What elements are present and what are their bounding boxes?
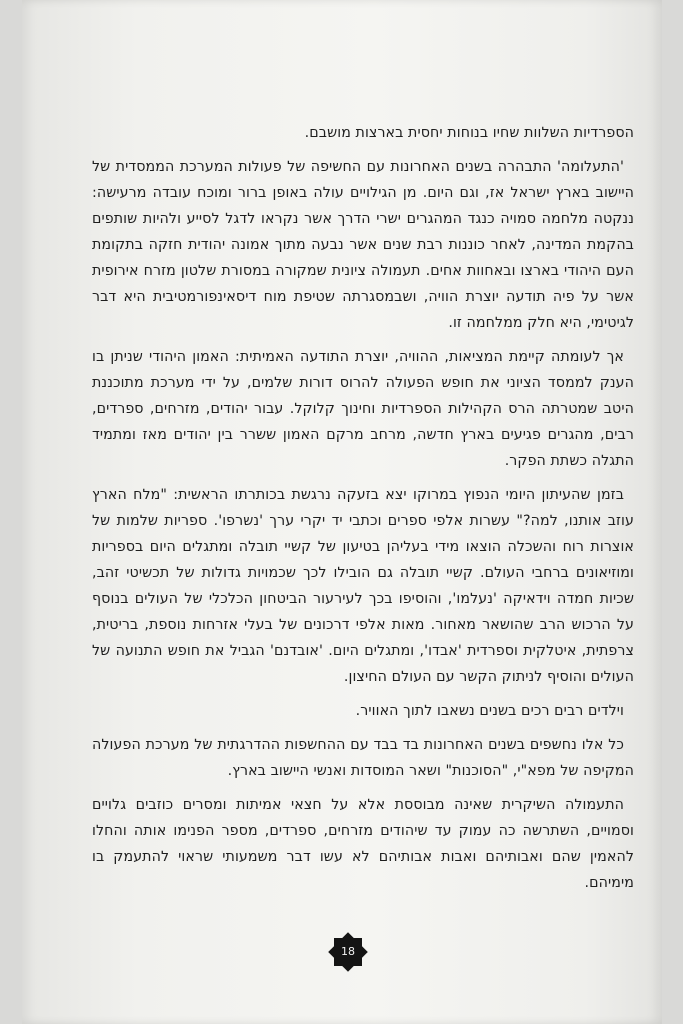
paragraph-7: התעמולה השיקרית שאינה מבוססת אלא על חצאי אמיתות ומסרים כוזבים גלויים וסמויים, השתרשה כה עמוק עד שיהודים מזרחים, ספרדים, מספר הפנימו אותה והחלו להאמין שהם ואבותיהם ואבות אבותיהם לא עשו דבר משמעותי שראוי להתעמק בו מימיהם.: [92, 797, 634, 891]
page-text: [92, 120, 634, 904]
page-number: 18: [341, 945, 355, 958]
book-page: [22, 0, 662, 1024]
paragraph-6: כל אלו נחשפים בשנים האחרונות בד בבד עם ההחשפות ההדרגתית של מערכת הפעולה המקיפה של מפא"י, "הסוכנות" ושאר המוסדות ואנשי היישוב בארץ.: [92, 737, 634, 779]
paragraph-2: 'התעלומה' התבהרה בשנים האחרונות עם החשיפה של פעולות המערכת הממסדית של היישוב בארץ ישראל אז, וגם היום. מן הגילויים עולה באופן ברור ומוכח עובדה מרעישה: ננקטה מלחמה סמויה כנגד המהגרים ישרי הדרך אשר נקראו לדגל לסייע ולהיות שותפים בהקמת המדינה, לאחר כוננות רבת שנים אשר נבעה מתוך אמונה יהודית חזקה בתקומת העם היהודי בארצו ובאחוות אחים. תעמולה ציונית שמקורה במסורת שלטון מזרח אירופית אשר על פיה תודעה יוצרת הוויה, ושבמסגרתה שטיפת מוח דיסאינפורמטיבית היא דבר לגיטימי, היא חלק ממלחמה זו.: [92, 159, 634, 331]
page-number-ornament: [325, 929, 371, 975]
paragraph-3: אך לעומתה קיימת המציאות, ההוויה, יוצרת התודעה האמיתית: האמון היהודי שניתן בו הענק לממסד הציוני את חופש הפעולה להרוס דורות שלמים, על ידי מערכת מתוכננת היטב שמטרתה הרס הקהילות הספרדיות וחינוך קלוקל. עבור יהודים, מזרחים, ספרדים, רבים, מהגרים פגיעים בארץ חדשה, מרחב מרקם האמון ששרר בין יהודים מאז ומתמיד התגלה כשתת הפקר.: [92, 349, 634, 469]
paragraph-1: הספרדיות השלוות שחיו בנוחות יחסית בארצות מושבם.: [304, 125, 634, 141]
paragraph-5: וילדים רבים רכים בשנים נשאבו לתוך האוויר.: [355, 703, 624, 719]
paragraph-4: בזמן שהעיתון היומי הנפוץ במרוקו יצא בזעקה נרגשת בכותרתו הראשית: "מלח הארץ עוזב אותנו, למה?" עשרות אלפי ספרים וכתבי יד יקרי ערך 'נשרפו'. ספריות שלמות של אוצרות רוח והשכלה הוצאו מידי בעליהן בטיעון של קשיי תובלה ומתגלים היום בספריות ומוזיאונים ברחבי העולם. קשיי תובלה גם הובילו לכך שכמויות גדולות של תכשיטי זהב, שכיות חמדה וידאיקה 'נעלמו', והוסיפו בכך לעירעור הביטחון הכלכלי של העולים בנוסף על הרכוש הרב שהושאר מאחור. מאות אלפי דרכונים של בעלי אזרחות נוספת, בריטית, צרפתית, איטלקית וספרדית 'אבדו', ומתגלים היום. 'אובדנם' הגביל את חופש התנועה של העולים והוסיף לניתוק הקשר עם העולם החיצון.: [92, 487, 634, 685]
